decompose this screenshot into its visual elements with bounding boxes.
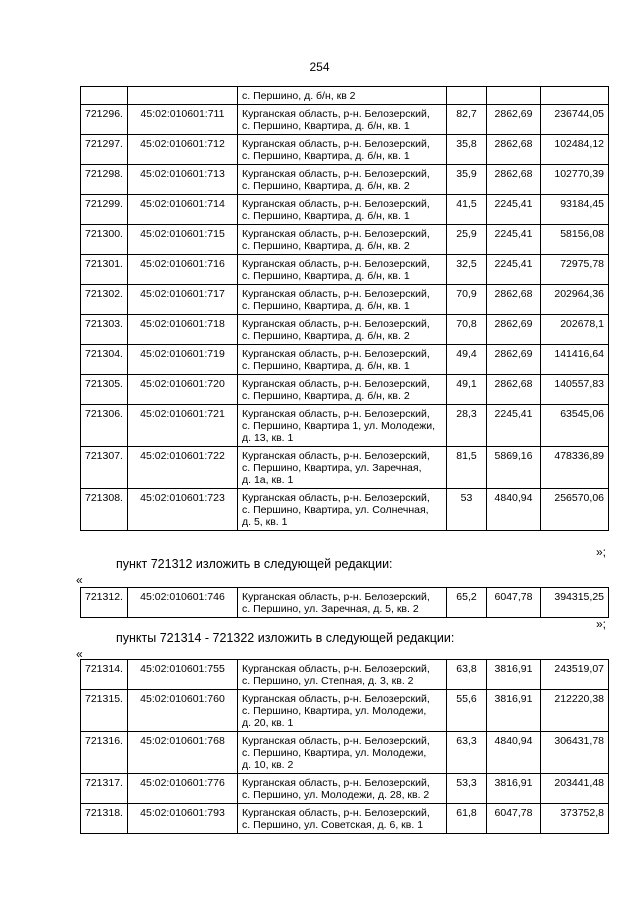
table-row [81,690,609,732]
cell-total: 72975,78 [541,255,609,285]
address-line: с. Першино, Квартира, д. б/н, кв. 2 [242,390,410,402]
cell-cadastral: 45:02:010601:716 [128,255,238,285]
table-row [81,804,609,834]
cell-area: 61,8 [447,804,487,834]
cell-cadastral: 45:02:010601:719 [128,345,238,375]
cell-price [487,87,541,105]
cell-cadastral: 45:02:010601:768 [128,732,238,774]
cell-total: 202678,1 [541,315,609,345]
cell-price: 2245,41 [487,255,541,285]
address-line: с. Першино, Квартира, ул. Заречная, [242,462,422,474]
cell-number: 721307. [81,447,128,489]
register-table-1 [80,86,609,531]
cell-total: 58156,08 [541,225,609,255]
cell-total: 236744,05 [541,105,609,135]
table-row [81,489,609,531]
table-row [81,135,609,165]
address-line: Курганская область, р-н. Белозерский, [242,168,430,180]
cell-area: 63,3 [447,732,487,774]
cell-total: 140557,83 [541,375,609,405]
address-line: с. Першино, Квартира, ул. Молодежи, [242,747,427,759]
address-line: Курганская область, р-н. Белозерский, [242,348,430,360]
cell-price: 2862,68 [487,165,541,195]
cell-address [238,165,447,195]
page-number: 254 [309,60,330,74]
cell-price: 3816,91 [487,690,541,732]
address-line: Курганская область, р-н. Белозерский, [242,591,430,603]
table-row [81,195,609,225]
cell-address [238,405,447,447]
cell-total: 203441,48 [541,774,609,804]
table-row [81,732,609,774]
cell-address [238,774,447,804]
address-line: Курганская область, р-н. Белозерский, [242,138,430,150]
cell-number: 721299. [81,195,128,225]
address-line: Курганская область, р-н. Белозерский, [242,228,430,240]
cell-cadastral: 45:02:010601:720 [128,375,238,405]
cell-cadastral: 45:02:010601:718 [128,315,238,345]
cell-total: 256570,06 [541,489,609,531]
cell-area: 55,6 [447,690,487,732]
address-line: д. 13, кв. 1 [242,432,294,444]
cell-total: 63545,06 [541,405,609,447]
address-line: с. Першино, Квартира, д. б/н, кв. 1 [242,300,410,312]
register-table-3 [80,659,609,834]
cell-total: 93184,45 [541,195,609,225]
amendment-paragraph: пункт 721312 изложить в следующей редакции: [116,557,393,571]
cell-cadastral: 45:02:010601:721 [128,405,238,447]
cell-number: 721312. [81,588,128,618]
address-line: с. Першино, ул. Советская, д. 6, кв. 1 [242,819,424,831]
cell-address [238,375,447,405]
cell-area: 65,2 [447,588,487,618]
cell-area: 81,5 [447,447,487,489]
address-line: д. 5, кв. 1 [242,516,288,528]
cell-price: 5869,16 [487,447,541,489]
cell-cadastral: 45:02:010601:717 [128,285,238,315]
cell-total: 478336,89 [541,447,609,489]
register-table-2 [80,587,609,618]
table-row [81,660,609,690]
table-row [81,105,609,135]
cell-total: 306431,78 [541,732,609,774]
cell-price: 2245,41 [487,225,541,255]
table-row [81,225,609,255]
cell-total: 102770,39 [541,165,609,195]
address-line: Курганская область, р-н. Белозерский, [242,693,430,705]
cell-number: 721298. [81,165,128,195]
cell-number: 721308. [81,489,128,531]
cell-address [238,588,447,618]
table-row [81,447,609,489]
cell-address [238,195,447,225]
cell-address: с. Першино, д. б/н, кв 2 [238,87,447,105]
cell-number: 721318. [81,804,128,834]
table-row [81,255,609,285]
cell-number [81,87,128,105]
address-line: с. Першино, Квартира, д. б/н, кв. 1 [242,270,410,282]
cell-total: 102484,12 [541,135,609,165]
cell-cadastral: 45:02:010601:712 [128,135,238,165]
cell-address [238,345,447,375]
address-line: с. Першино, Квартира, д. б/н, кв. 1 [242,210,410,222]
cell-total: 373752,8 [541,804,609,834]
address-line: д. 20, кв. 1 [242,717,294,729]
amendment-paragraph: пункты 721314 - 721322 изложить в следующей редакции: [116,631,455,645]
table-row [81,375,609,405]
cell-total: 394315,25 [541,588,609,618]
cell-cadastral: 45:02:010601:711 [128,105,238,135]
cell-cadastral: 45:02:010601:793 [128,804,238,834]
address-line: Курганская область, р-н. Белозерский, [242,258,430,270]
address-line: Курганская область, р-н. Белозерский, [242,735,430,747]
address-line: Курганская область, р-н. Белозерский, [242,108,430,120]
cell-cadastral: 45:02:010601:722 [128,447,238,489]
address-line: с. Першино, Квартира, ул. Молодежи, [242,705,427,717]
cell-area: 25,9 [447,225,487,255]
cell-total [541,87,609,105]
cell-number: 721296. [81,105,128,135]
table-row [81,345,609,375]
address-line: Курганская область, р-н. Белозерский, [242,378,430,390]
cell-address [238,315,447,345]
address-line: с. Першино, Квартира 1, ул. Молодежи, [242,420,436,432]
cell-address [238,225,447,255]
cell-total: 212220,38 [541,690,609,732]
cell-address [238,105,447,135]
cell-number: 721317. [81,774,128,804]
cell-area: 49,4 [447,345,487,375]
cell-number: 721301. [81,255,128,285]
address-line: с. Першино, ул. Заречная, д. 5, кв. 2 [242,603,419,615]
cell-area: 35,8 [447,135,487,165]
cell-number: 721306. [81,405,128,447]
address-line: Курганская область, р-н. Белозерский, [242,777,430,789]
cell-area: 41,5 [447,195,487,225]
cell-number: 721304. [81,345,128,375]
cell-area: 82,7 [447,105,487,135]
cell-cadastral: 45:02:010601:746 [128,588,238,618]
cell-price: 2862,68 [487,285,541,315]
address-line: Курганская область, р-н. Белозерский, [242,450,430,462]
cell-cadastral: 45:02:010601:715 [128,225,238,255]
closing-quote: »; [596,545,607,559]
cell-price: 2862,69 [487,345,541,375]
opening-quote: « [76,647,83,661]
table-row [81,774,609,804]
cell-total: 141416,64 [541,345,609,375]
table-row [81,285,609,315]
opening-quote: « [76,573,83,587]
address-line: с. Першино, Квартира, д. б/н, кв. 1 [242,120,410,132]
address-line: Курганская область, р-н. Белозерский, [242,807,430,819]
cell-cadastral: 45:02:010601:755 [128,660,238,690]
cell-area: 28,3 [447,405,487,447]
cell-address [238,732,447,774]
cell-cadastral: 45:02:010601:760 [128,690,238,732]
cell-address [238,255,447,285]
cell-area [447,87,487,105]
cell-address [238,447,447,489]
cell-number: 721303. [81,315,128,345]
cell-price: 4840,94 [487,489,541,531]
cell-price: 2862,69 [487,105,541,135]
cell-cadastral: 45:02:010601:723 [128,489,238,531]
cell-price: 2862,68 [487,375,541,405]
cell-price: 3816,91 [487,660,541,690]
table-row [81,588,609,618]
cell-price: 6047,78 [487,588,541,618]
address-line: с. Першино, ул. Молодежи, д. 28, кв. 2 [242,789,430,801]
cell-area: 53 [447,489,487,531]
closing-quote: »; [596,617,607,631]
cell-address [238,489,447,531]
cell-area: 70,8 [447,315,487,345]
cell-area: 63,8 [447,660,487,690]
address-line: Курганская область, р-н. Белозерский, [242,492,430,504]
cell-number: 721315. [81,690,128,732]
cell-area: 35,9 [447,165,487,195]
address-line: с. Першино, ул. Степная, д. 3, кв. 2 [242,675,414,687]
cell-price: 2862,68 [487,135,541,165]
address-line: с. Першино, Квартира, ул. Солнечная, [242,504,429,516]
cell-price: 6047,78 [487,804,541,834]
cell-number: 721316. [81,732,128,774]
cell-number: 721302. [81,285,128,315]
cell-area: 32,5 [447,255,487,285]
address-line: Курганская область, р-н. Белозерский, [242,198,430,210]
address-line: с. Першино, Квартира, д. б/н, кв. 2 [242,240,410,252]
address-line: д. 1а, кв. 1 [242,474,294,486]
cell-number: 721314. [81,660,128,690]
address-line: Курганская область, р-н. Белозерский, [242,288,430,300]
cell-number: 721305. [81,375,128,405]
cell-number: 721297. [81,135,128,165]
cell-total: 202964,36 [541,285,609,315]
cell-cadastral [128,87,238,105]
table-row [81,315,609,345]
cell-cadastral: 45:02:010601:776 [128,774,238,804]
cell-address [238,660,447,690]
cell-price: 4840,94 [487,732,541,774]
table-row-continuation [81,87,609,105]
cell-address [238,690,447,732]
cell-address [238,804,447,834]
cell-cadastral: 45:02:010601:713 [128,165,238,195]
address-line: Курганская область, р-н. Белозерский, [242,663,430,675]
cell-total: 243519,07 [541,660,609,690]
address-line: Курганская область, р-н. Белозерский, [242,408,430,420]
cell-area: 53,3 [447,774,487,804]
cell-cadastral: 45:02:010601:714 [128,195,238,225]
cell-address [238,135,447,165]
address-line: с. Першино, Квартира, д. б/н, кв. 2 [242,180,410,192]
address-line: Курганская область, р-н. Белозерский, [242,318,430,330]
address-line: с. Першино, Квартира, д. б/н, кв. 1 [242,150,410,162]
address-line: д. 10, кв. 2 [242,759,294,771]
cell-price: 2862,69 [487,315,541,345]
cell-price: 2245,41 [487,195,541,225]
cell-price: 3816,91 [487,774,541,804]
address-line: с. Першино, Квартира, д. б/н, кв. 2 [242,330,410,342]
cell-area: 49,1 [447,375,487,405]
cell-address [238,285,447,315]
cell-number: 721300. [81,225,128,255]
table-row [81,405,609,447]
cell-price: 2245,41 [487,405,541,447]
cell-area: 70,9 [447,285,487,315]
address-line: с. Першино, Квартира, д. б/н, кв. 1 [242,360,410,372]
table-row [81,165,609,195]
